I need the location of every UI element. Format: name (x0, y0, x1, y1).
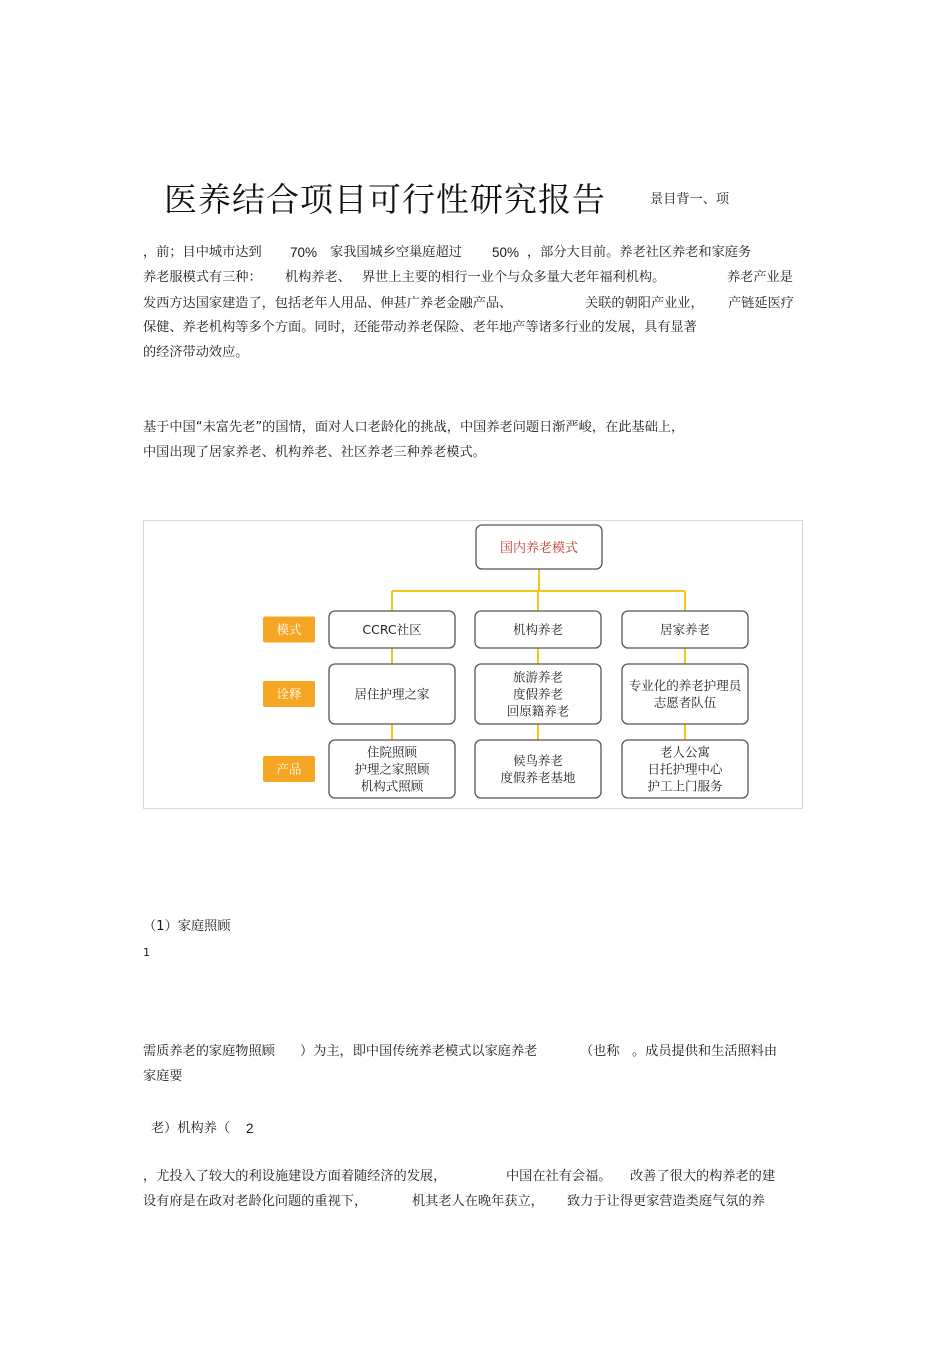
p1-line3-c: 产链延医疗 (728, 296, 794, 311)
diagram-node-label: 居住护理之家 (354, 686, 430, 702)
p4-line2-c: 致力于让得更家营造类庭气氛的养 (567, 1194, 765, 1209)
row-tag-label: 模式 (276, 622, 302, 637)
diagram-node-label: 机构式照顾 (360, 778, 424, 794)
diagram-node-label: 日托护理中心 (647, 761, 723, 777)
diagram-node-label: 候鸟养老 (512, 753, 564, 768)
p4-line1-c: 改善了很大的构养老的建 (630, 1169, 776, 1184)
diagram-node-label: 居家养老 (659, 622, 711, 637)
section-2-heading: 老）机构养（ (151, 1121, 231, 1136)
diagram-node-label: 住院照顾 (366, 744, 418, 760)
diagram-node-label: 度假养老基地 (500, 770, 576, 785)
p3-line1-b: ）为主，即中国传统养老模式以家庭养老 (300, 1044, 538, 1059)
diagram-node-label: 老人公寓 (659, 744, 711, 760)
eldercare-mode-diagram (143, 520, 803, 809)
p1-line3-b: 关联的朝阳产业业， (585, 296, 704, 311)
p4-line1-b: 中国在社有会福。 (506, 1169, 612, 1184)
p3-line2: 家庭要 (143, 1069, 183, 1084)
document-title: 医养结合项目可行性研究报告 (164, 180, 606, 219)
diagram-node-label: 机构养老 (512, 622, 564, 637)
row-tag-label: 诠释 (276, 686, 302, 702)
p1-line2-b: 机构养老、 (285, 270, 351, 285)
root-node-label: 国内养老模式 (499, 541, 579, 556)
diagram-node-product (475, 740, 601, 798)
p1-line1-d: 50% (492, 245, 520, 260)
p4-line2-a: 设有府是在政对老龄化问题的重视下， (143, 1194, 368, 1209)
p1-line5: 的经济带动效应。 (143, 345, 249, 360)
section-1-heading: （1）家庭照顾 (143, 919, 231, 934)
p4-line1-a: ，尤投入了较大的利设施建设方面着随经济的发展， (143, 1169, 447, 1184)
p3-line1-a: 需质养老的家庭物照顾 (143, 1044, 275, 1059)
p1-line3-a: 发西方达国家建造了，包括老年人用品、伸甚广养老金融产品、 (143, 296, 513, 311)
diagram-node-label: CCRC社区 (362, 622, 422, 637)
diagram-node-label: 度假养老 (512, 686, 564, 702)
diagram-node-label: 回原籍养老 (506, 703, 570, 719)
title-side-text: 景目背一、项 (650, 192, 730, 207)
p2-line2: 中国出现了居家养老、机构养老、社区养老三种养老模式。 (143, 445, 486, 460)
diagram-node-label: 志愿者队伍 (653, 695, 717, 710)
section-1-number: 1 (143, 946, 150, 959)
p3-line1-d: 。成员提供和生活照料由 (632, 1044, 778, 1059)
diagram-canvas (144, 521, 804, 810)
p1-line1-e: ，部分大目前。养老社区养老和家庭务 (527, 245, 752, 260)
section-2-number: 2 (246, 1121, 254, 1136)
p2-line1: 基于中国“未富先老”的国情，面对人口老龄化的挑战，中国养老问题日渐严峻，在此基础上， (143, 420, 685, 435)
p1-line4: 保健、养老机构等多个方面。同时，还能带动养老保险、老年地产等诸多行业的发展，具有显著 (143, 320, 697, 335)
row-tag-label: 产品 (276, 761, 302, 777)
diagram-node-label: 护工上门服务 (647, 778, 723, 794)
diagram-node-explain (622, 664, 748, 724)
p4-line2-b: 机其老人在晚年获立， (412, 1194, 544, 1209)
p3-line1-c: （也称 (580, 1044, 620, 1059)
p1-line1-b: 70% (290, 245, 318, 260)
diagram-node-label: 旅游养老 (512, 669, 564, 685)
diagram-node-label: 护理之家照顾 (354, 761, 430, 777)
p1-line2-d: 养老产业是 (727, 270, 793, 285)
p1-line2-c: 界世上主要的相行一业个与众多量大老年福利机构。 (362, 270, 666, 285)
p1-line1-a: ，前；目中城市达到 (143, 245, 262, 260)
p1-line1-c: 家我国城乡空巢庭超过 (330, 245, 462, 260)
p1-line2-a: 养老服模式有三种： (143, 270, 262, 285)
diagram-node-label: 专业化的养老护理员 (628, 678, 742, 693)
